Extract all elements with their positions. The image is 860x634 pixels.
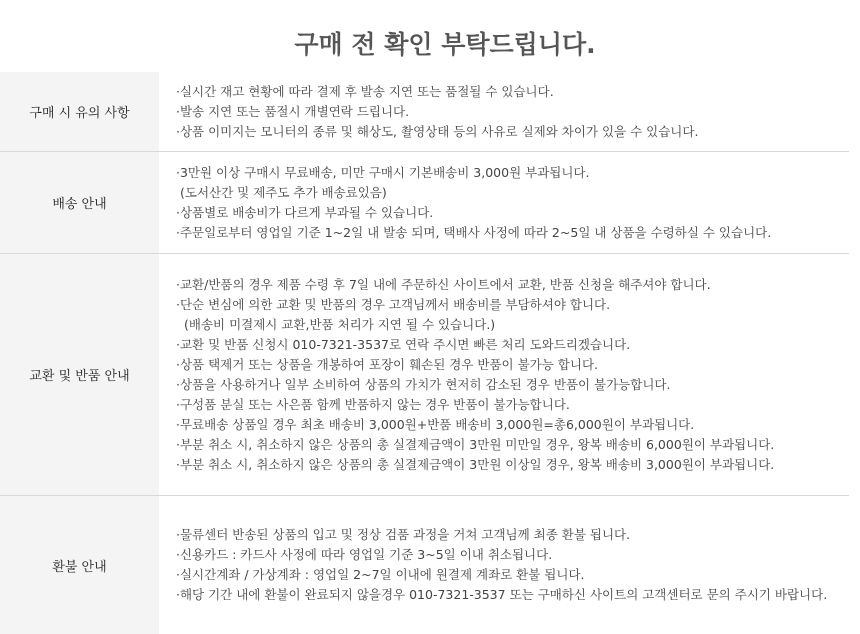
notice-line: ·상품 이미지는 모니터의 종류 및 해상도, 촬영상태 등의 사유로 실제와 차이가 있을 수 있습니다. [176, 123, 699, 139]
notice-line: ·신용카드 : 카드사 사정에 따라 영업일 기준 3~5일 이내 취소됩니다. [176, 547, 553, 562]
notice-line: ·상품별로 배송비가 다르게 부과될 수 있습니다. [176, 204, 434, 220]
section-body [159, 254, 849, 495]
notice-line: ·실시간계좌 / 가상계좌 : 영업일 2~7일 이내에 원결제 계좌로 환불 됩니다. [176, 567, 585, 582]
notice-line: ·부분 취소 시, 취소하지 않은 상품의 총 실결제금액이 3만원 미만일 경우, 왕복 배송비 6,000원이 부과됩니다. [176, 436, 775, 452]
notice-line: ·발송 지연 또는 품절시 개별연락 드립니다. [176, 103, 410, 119]
section-body [159, 72, 849, 151]
section-shipping-info [0, 151, 849, 253]
notice-line: ·단순 변심에 의한 교환 및 반품의 경우 고객님께서 배송비를 부담하셔야 합니다. [176, 296, 611, 312]
section-refund-info [0, 495, 849, 634]
notice-table [0, 72, 849, 634]
notice-line: (배송비 미결제시 교환,반품 처리가 지연 될 수 있습니다.) [184, 316, 496, 332]
section-body [159, 152, 849, 253]
section-exchange-return [0, 253, 849, 495]
notice-line: ·교환/반품의 경우 제품 수령 후 7일 내에 주문하신 사이트에서 교환, 반품 신청을 해주셔야 합니다. [176, 276, 711, 292]
section-label: 구매 시 유의 사항 [0, 72, 159, 151]
section-body [159, 496, 849, 634]
notice-line: ·구성품 분실 또는 사은품 함께 반품하지 않는 경우 반품이 불가능합니다. [176, 396, 570, 412]
notice-line: (도서산간 및 제주도 추가 배송료있음) [180, 184, 387, 200]
notice-line: ·3만원 이상 구매시 무료배송, 미만 구매시 기본배송비 3,000원 부과됩니다. [176, 164, 590, 180]
notice-line: ·실시간 재고 현황에 따라 결제 후 발송 지연 또는 품절될 수 있습니다. [176, 83, 554, 99]
section-label: 환불 안내 [0, 496, 159, 634]
section-purchase-notes [0, 72, 849, 151]
section-label: 배송 안내 [0, 152, 159, 253]
notice-line: ·주문일로부터 영업일 기준 1~2일 내 발송 되며, 택배사 사정에 따라 2~5일 내 상품을 수령하실 수 있습니다. [176, 224, 772, 240]
notice-line: ·무료배송 상품일 경우 최초 배송비 3,000원+반품 배송비 3,000원=총6,000원이 부과됩니다. [176, 416, 695, 432]
page-title: 구매 전 확인 부탁드립니다. [294, 30, 596, 59]
section-label: 교환 및 반품 안내 [0, 254, 159, 495]
notice-line: ·교환 및 반품 신청시 010-7321-3537로 연락 주시면 빠른 처리 도와드리겠습니다. [176, 336, 631, 352]
notice-line: ·상품 택제거 또는 상품을 개봉하여 포장이 훼손된 경우 반품이 불가능 합니다. [176, 356, 599, 372]
notice-line: ·부분 취소 시, 취소하지 않은 상품의 총 실결제금액이 3만원 이상일 경우, 왕복 배송비 3,000원이 부과됩니다. [176, 456, 775, 472]
notice-line: ·해당 기간 내에 환불이 완료되지 않을경우 010-7321-3537 또는 구매하신 사이트의 고객센터로 문의 주시기 바랍니다. [176, 587, 828, 602]
notice-line: ·상품을 사용하거나 일부 소비하여 상품의 가치가 현저히 감소된 경우 반품이 불가능합니다. [176, 376, 671, 392]
notice-line: ·물류센터 반송된 상품의 입고 및 정상 검품 과정을 거쳐 고객님께 최종 환불 됩니다. [176, 527, 631, 542]
